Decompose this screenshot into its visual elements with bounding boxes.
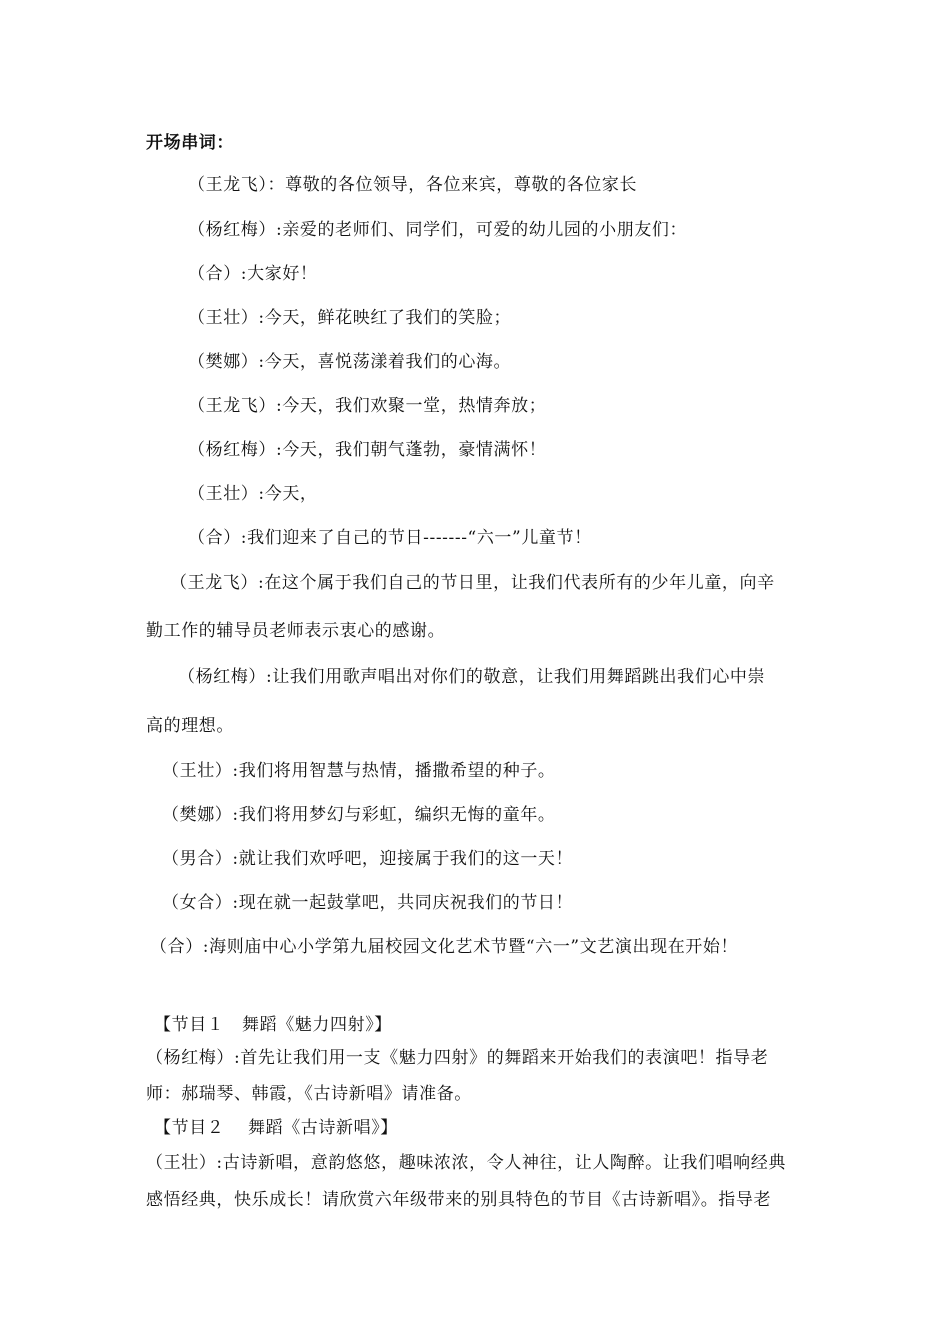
dialogue-line: 勤工作的辅导员老师表示衷心的感谢。	[146, 621, 446, 641]
dialogue-line: （合）:我们迎来了自己的节日-------“六一”儿童节！	[188, 528, 592, 548]
dialogue-line: （樊娜）:今天，喜悦荡漾着我们的心海。	[188, 352, 512, 372]
program-heading: 【节目２ 舞蹈《古诗新唱》】	[154, 1118, 398, 1138]
dialogue-line: 高的理想。	[146, 716, 234, 736]
dialogue-line: （杨红梅）:首先让我们用一支《魅力四射》的舞蹈来开始我们的表演吧！指导老	[146, 1048, 769, 1068]
dialogue-line: （杨红梅）:今天，我们朝气蓬勃，豪情满怀！	[188, 440, 547, 460]
program-heading: 【节目１ 舞蹈《魅力四射》】	[154, 1015, 392, 1035]
dialogue-line: （王龙飞）:今天，我们欢聚一堂，热情奔放；	[188, 396, 547, 416]
dialogue-line: 师：郝瑞琴、韩霞，《古诗新唱》请准备。	[146, 1084, 472, 1104]
dialogue-line: （男合）:就让我们欢呼吧，迎接属于我们的这一天！	[162, 849, 574, 869]
section-heading: 开场串词：	[146, 133, 234, 153]
dialogue-line: （樊娜）:我们将用梦幻与彩虹，编织无悔的童年。	[162, 805, 556, 825]
dialogue-line: 感悟经典，快乐成长！请欣赏六年级带来的别具特色的节目《古诗新唱》。指导老	[146, 1190, 772, 1210]
dialogue-line: （王壮）:今天，鲜花映红了我们的笑脸；	[188, 308, 512, 328]
dialogue-line: （女合）:现在就一起鼓掌吧，共同庆祝我们的节日！	[162, 893, 574, 913]
dialogue-line: （合）:大家好！	[188, 264, 318, 284]
dialogue-line: （王壮）:古诗新唱，意韵悠悠，趣味浓浓，令人神往，让人陶醉。让我们唱响经典	[146, 1153, 786, 1173]
dialogue-line: （杨红梅）:亲爱的老师们、同学们，可爱的幼儿园的小朋友们：	[188, 220, 688, 240]
dialogue-line: （王龙飞）:在这个属于我们自己的节日里，让我们代表所有的少年儿童，向辛	[170, 573, 775, 593]
dialogue-line: （王龙飞）：尊敬的各位领导，各位来宾，尊敬的各位家长	[188, 175, 638, 195]
dialogue-line: （王壮）:我们将用智慧与热情，播撒希望的种子。	[162, 761, 556, 781]
dialogue-line: （杨红梅）:让我们用歌声唱出对你们的敬意，让我们用舞蹈跳出我们心中崇	[178, 667, 766, 687]
dialogue-line: （合）:海则庙中心小学第九届校园文化艺术节暨“六一”文艺演出现在开始！	[150, 937, 739, 957]
dialogue-line: （王壮）:今天，	[188, 484, 318, 504]
